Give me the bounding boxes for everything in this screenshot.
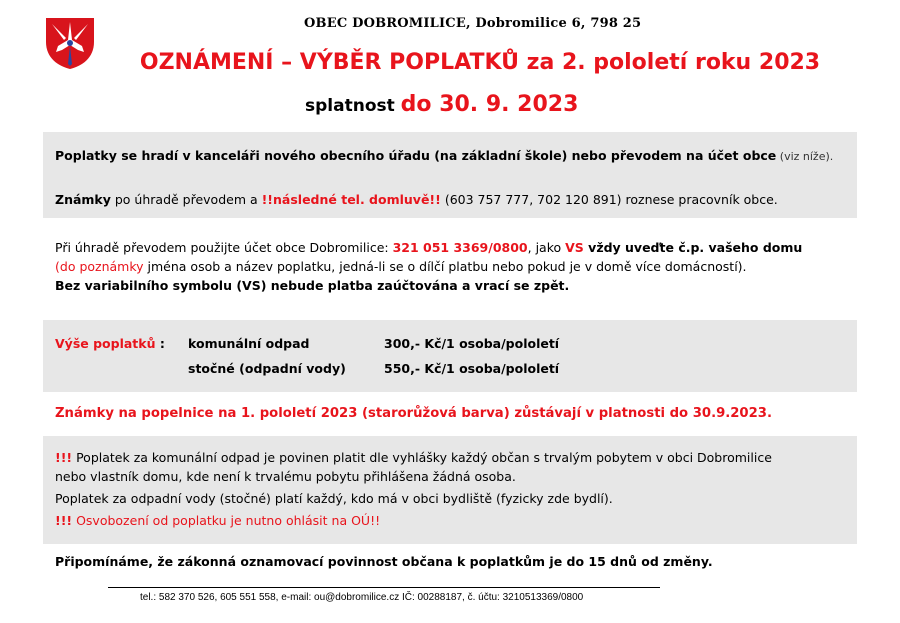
vs-label: VS <box>565 240 584 255</box>
village-coat-of-arms-logo <box>44 16 96 70</box>
obligation-line-1 <box>55 449 772 467</box>
obligation-line-2: nebo vlastník domu, kde není k trvalému pobytu přihlášena žádná osoba. <box>55 469 516 484</box>
fees-box <box>43 320 857 392</box>
exclamation-mark-2: !!! <box>55 513 73 528</box>
due-date-line <box>305 92 578 117</box>
transfer-text-a: Při úhradě převodem použijte účet obce Dobromilice: <box>55 240 393 255</box>
obligation-line-4 <box>55 512 380 530</box>
fee-amount-waste: 300,- Kč/1 osoba/pololetí <box>384 336 560 351</box>
stickers-text-a: po úhradě převodem a <box>110 192 262 207</box>
stickers-label: Známky <box>55 192 111 207</box>
payment-location-text <box>55 147 833 166</box>
transfer-text-b: , jako <box>527 240 566 255</box>
due-date: do 30. 9. 2023 <box>400 92 579 117</box>
transfer-text-rest: jména osob a název poplatku, jedná-li se o dílčí platbu nebo pokud je v domě více domácností). <box>143 259 747 274</box>
page-title: OZNÁMENÍ – VÝBĚR POPLATKŮ za 2. pololetí roku 2023 <box>139 50 821 75</box>
due-label: splatnost <box>305 96 401 116</box>
footer-contacts: tel.: 582 370 526, 605 551 558, e-mail: ou@dobromilice.cz IČ: 00288187, č. účtu: 3210513369/0800 <box>140 592 584 603</box>
fees-label-text: Výše poplatků <box>55 336 156 351</box>
stickers-validity-notice: Známky na popelnice na 1. pololetí 2023 (starorůžová barva) zůstávají v platnosti do 30.9.2023. <box>55 406 772 421</box>
fee-name-sewage: stočné (odpadní vody) <box>188 361 346 376</box>
fee-amount-sewage: 550,- Kč/1 osoba/pololetí <box>384 361 560 376</box>
stickers-text-b: (603 757 777, 702 120 891) roznese pracovník obce. <box>440 192 778 207</box>
transfer-line-1 <box>55 239 802 257</box>
note-label: do poznámky <box>59 259 144 274</box>
transfer-line-2 <box>55 258 747 276</box>
obligation-text-1: Poplatek za komunální odpad je povinen platit dle vyhlášky každý občan s trvalým pobytem v obci Dobromilice <box>72 450 772 465</box>
transfer-text-c: vždy uveďte č.p. vašeho domu <box>583 240 803 255</box>
fee-name-waste: komunální odpad <box>188 336 310 351</box>
reminder-text: Připomínáme, že zákonná oznamovací povinnost občana k poplatkům je do 15 dnů od změny. <box>55 554 713 569</box>
stickers-delivery-text <box>55 191 778 209</box>
transfer-line-3: Bez variabilního symbolu (VS) nebude platba zaúčtována a vrací se zpět. <box>55 278 570 293</box>
village-address: OBEC DOBROMILICE, Dobromilice 6, 798 25 <box>304 16 642 31</box>
fees-label-colon: : <box>155 336 165 351</box>
obligation-line-3: Poplatek za odpadní vody (stočné) platí každý, kdo má v obci bydliště (fyzicky zde bydlí). <box>55 491 613 506</box>
footer-divider <box>108 587 660 588</box>
bank-account-number: 321 051 3369/0800 <box>392 240 528 255</box>
phone-agreement-note: !!následné tel. domluvě!! <box>261 192 441 207</box>
fees-label <box>55 335 165 353</box>
exclamation-mark: !!! <box>55 450 73 465</box>
payment-location-note: (viz níže). <box>776 150 834 163</box>
payment-location-bold: Poplatky se hradí v kanceláři nového obecního úřadu (na základní škole) nebo převodem na účet obce <box>55 148 777 163</box>
exemption-notice: Osvobození od poplatku je nutno ohlásit na OÚ!! <box>72 513 381 528</box>
paren-open: ( <box>55 259 60 274</box>
